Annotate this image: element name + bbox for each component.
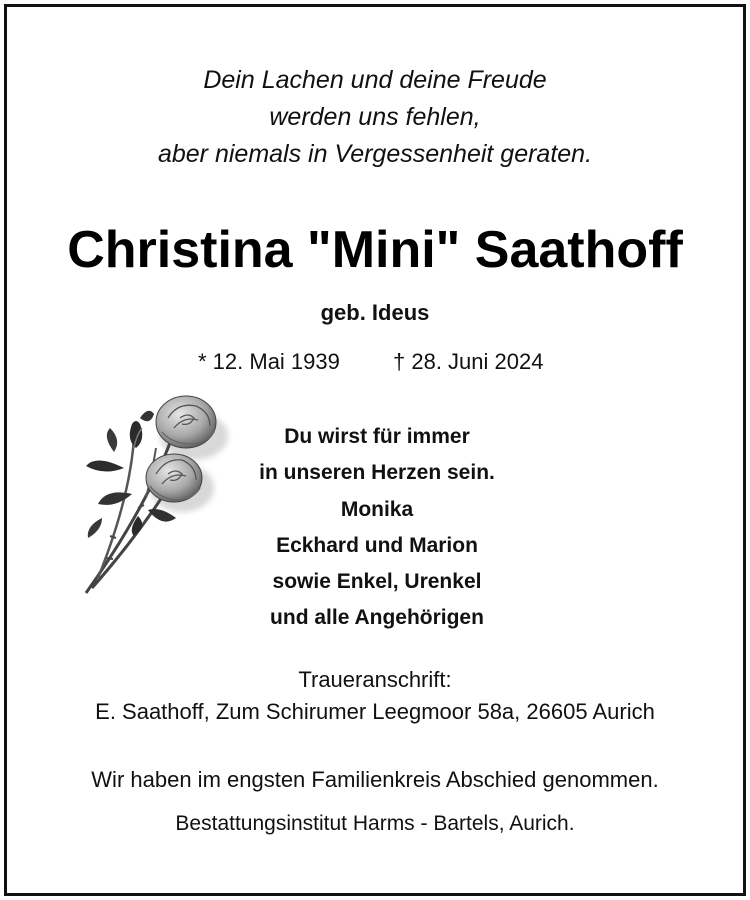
quote-line: aber niemals in Vergessenheit geraten.	[157, 140, 593, 168]
address-label: Traueranschrift:	[298, 667, 452, 692]
quote-line: Dein Lachen und deine Freude	[203, 66, 547, 94]
maiden-name: geb. Ideus	[320, 300, 430, 325]
farewell-note: Wir haben im engsten Familienkreis Abschied genommen.	[91, 767, 659, 792]
address-value: E. Saathoff, Zum Schirumer Leegmoor 58a, 26605 Aurich	[95, 699, 655, 724]
family-line: Eckhard und Marion	[276, 533, 478, 557]
rose-icon	[76, 388, 236, 613]
death-date: † 28. Juni 2024	[393, 349, 544, 374]
family-message	[222, 419, 532, 637]
deceased-name: Christina "Mini" Saathoff	[67, 221, 683, 279]
memorial-quote	[0, 62, 750, 173]
birth-date: * 12. Mai 1939	[198, 349, 340, 374]
family-line: und alle Angehörigen	[270, 606, 484, 630]
quote-line: werden uns fehlen,	[269, 103, 481, 131]
family-line: Monika	[340, 497, 414, 521]
family-line: Du wirst für immer	[284, 425, 470, 448]
undertaker: Bestattungsinstitut Harms - Bartels, Aurich.	[175, 812, 575, 835]
family-line: in unseren Herzen sein.	[259, 461, 495, 485]
family-line: sowie Enkel, Urenkel	[272, 570, 482, 594]
